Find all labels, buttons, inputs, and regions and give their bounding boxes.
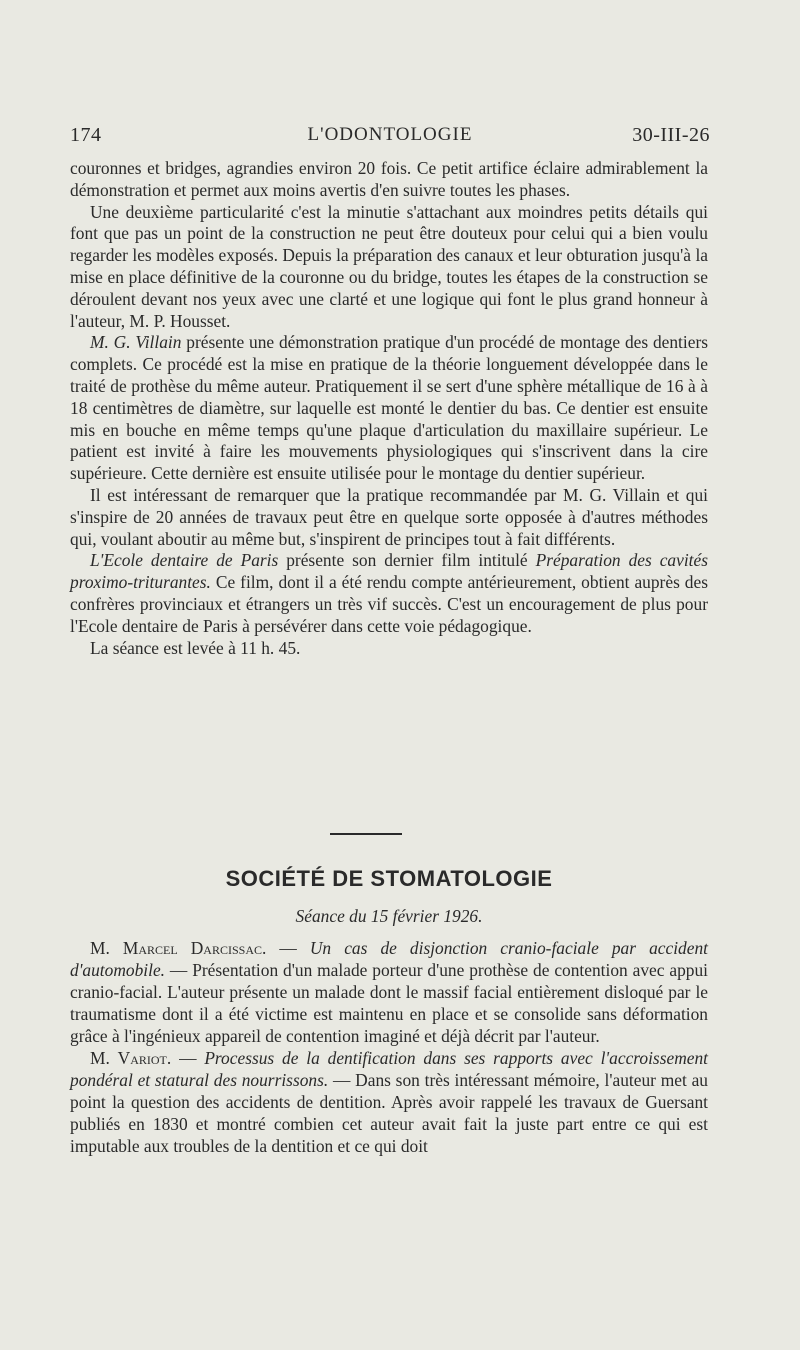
text-run: M. G. Villain	[90, 332, 182, 353]
text-run: Un cas de disjonction cranio-faciale par accident d'automobile.	[70, 938, 708, 980]
section-title: SOCIÉTÉ DE STOMATOLOGIE	[225, 866, 553, 891]
paragraph	[70, 1047, 708, 1157]
text-run: Variot	[117, 1048, 167, 1068]
paragraph	[70, 638, 708, 660]
text-run: couronnes et bridges, agrandies environ 20 fois. Ce petit artifice éclaire admirablement la démonstration et permet aux moins avertis d'en suivre toutes les phases.	[70, 158, 708, 200]
text-run: Processus de la dentification dans ses rapports avec l'accroissement pondéral et statural des nourrissons.	[70, 1048, 708, 1090]
text-run: La séance est levée à 11 h. 45.	[90, 637, 301, 658]
text-run: L'Ecole dentaire de Paris	[90, 550, 279, 571]
text-run: — Dans son très intéressant mémoire, l'auteur met au point la question des accidents de dentition. Après avoir rappelé les travaux de Guersant publiés en 1830 et montré combien cet auteur avait fait la juste part entre ce qui est imputable aux troubles de la dentition et ce qui doit	[70, 1070, 709, 1156]
text-run: . —	[262, 938, 310, 958]
issue-date: 30-III-26	[632, 124, 710, 146]
text-run: M.	[90, 1048, 118, 1068]
section-divider	[330, 833, 402, 835]
text-run: Il est intéressant de remarquer que la pratique recommandée par M. G. Villain et qui s'inspire de 20 années de travaux peut être en quelque sorte opposée à d'autres méthodes qui, voulant aboutir au même but, s'inspirent de principes tout à fait différents.	[70, 484, 708, 549]
text-run: présente son dernier film intitulé	[278, 550, 536, 571]
text-run: . —	[166, 1048, 205, 1068]
page-number: 174	[70, 124, 102, 146]
text-run: Préparation des cavités proximo-triturantes.	[70, 550, 708, 593]
paragraph	[70, 550, 708, 637]
section-body	[70, 937, 708, 1157]
text-run: M.	[90, 938, 123, 958]
text-run: présente une démonstration pratique d'un procédé de montage des dentiers complets. Ce procédé est la mise en pratique de la théorie longuement développée dans le traité de prothèse du même auteur. Pratiquement il se sert d'une sphère métallique de 16 à à 18 centimètres de diamètre, sur laquelle est monté le dentier du bas. Ce dentier est ensuite mis en bouche en même temps qu'une plaque d'articulation du maxillaire supérieur. Le patient est invité à faire les mouvements physiologiques qui s'inscrivent dans la cire supérieure. Cette dernière est ensuite utilisée pour le montage du dentier supérieur.	[70, 332, 708, 484]
page-header	[70, 124, 710, 154]
text-run: Ce film, dont il a été rendu compte antérieurement, obtient auprès des confrères provinciaux et étrangers un très vif succès. C'est un encouragement de plus pour l'Ecole dentaire de Paris à persévérer dans cette voie pédagogique.	[70, 572, 708, 636]
text-run: Une deuxième particularité c'est la minutie s'attachant aux moindres petits détails qui font que pas un point de la construction ne peut être douteux pour celui qui a bien voulu regarder les modèles exposés. Depuis la préparation des canaux et leur obturation jusqu'à la mise en place définitive de la couronne ou du bridge, toutes les étapes de la construction se déroulent devant nos yeux avec une clarté et une logique qui font le plus grand honneur à l'auteur, M. P. Housset.	[70, 201, 708, 331]
paragraph	[70, 332, 708, 485]
article-body	[70, 158, 708, 659]
paragraph	[70, 202, 708, 333]
journal-title: L'ODONTOLOGIE	[307, 124, 473, 145]
paragraph	[70, 485, 708, 550]
text-run: Marcel Darcissac	[122, 938, 262, 958]
session-date: Séance du 15 février 1926.	[295, 906, 483, 926]
paragraph	[70, 937, 708, 1047]
paragraph	[70, 158, 708, 202]
text-run: — Présentation d'un malade porteur d'une prothèse de contention avec appui cranio-facial. L'auteur présente un malade dont le massif facial entièrement disloqué par le traumatisme dont il a été victime est maintenu en place et se consolide sans déformation grâce à l'ingénieux appareil de contention imaginé et déjà décrit par l'auteur.	[70, 960, 708, 1046]
